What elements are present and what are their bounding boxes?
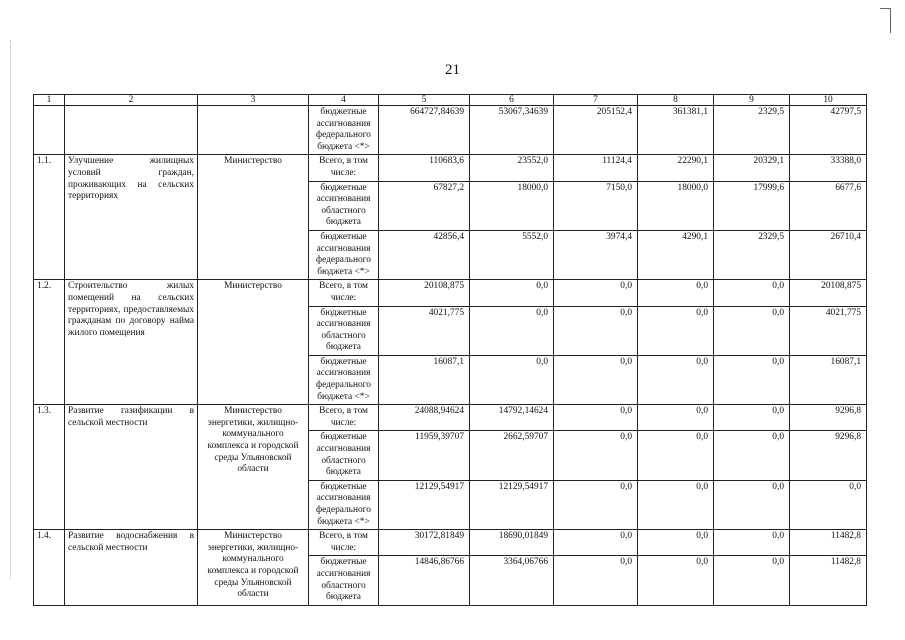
value-cell: 0,0 <box>554 431 638 480</box>
funding-type-cell: Всего, в том числе: <box>309 280 379 306</box>
value-cell: 0,0 <box>554 355 638 404</box>
value-cell: 18000,0 <box>638 181 714 230</box>
column-header: 4 <box>309 95 379 106</box>
value-cell: 0,0 <box>554 556 638 605</box>
value-cell: 664727,84639 <box>379 106 470 155</box>
value-cell: 14846,86766 <box>379 556 470 605</box>
value-cell: 42856,4 <box>379 230 470 279</box>
value-cell: 24088,94624 <box>379 405 470 431</box>
value-cell: 0,0 <box>554 280 638 306</box>
value-cell: 0,0 <box>638 530 714 556</box>
value-cell: 30172,81849 <box>379 530 470 556</box>
value-cell: 14792,14624 <box>470 405 554 431</box>
ministry-cell <box>198 106 309 155</box>
funding-type-cell: бюджетные ассигнования федерального бюджета <*> <box>309 355 379 404</box>
value-cell: 6677,6 <box>790 181 867 230</box>
code-cell: 1.3. <box>34 405 65 530</box>
column-header: 2 <box>65 95 198 106</box>
value-cell: 20108,875 <box>790 280 867 306</box>
value-cell: 0,0 <box>714 306 790 355</box>
value-cell: 4290,1 <box>638 230 714 279</box>
value-cell: 3364,06766 <box>470 556 554 605</box>
value-cell: 0,0 <box>638 556 714 605</box>
value-cell: 16087,1 <box>790 355 867 404</box>
funding-type-cell: Всего, в том числе: <box>309 405 379 431</box>
value-cell: 18000,0 <box>470 181 554 230</box>
ministry-cell: Министерство <box>198 155 309 280</box>
value-cell: 67827,2 <box>379 181 470 230</box>
value-cell: 20329,1 <box>714 155 790 181</box>
funding-type-cell: Всего, в том числе: <box>309 155 379 181</box>
value-cell: 11482,8 <box>790 530 867 556</box>
value-cell: 0,0 <box>638 280 714 306</box>
value-cell: 0,0 <box>554 480 638 529</box>
value-cell: 0,0 <box>714 480 790 529</box>
value-cell: 16087,1 <box>379 355 470 404</box>
budget-table <box>33 94 867 606</box>
value-cell: 3974,4 <box>554 230 638 279</box>
funding-type-cell: бюджетные ассигнования областного бюджета <box>309 431 379 480</box>
table-row <box>34 530 867 556</box>
value-cell: 33388,0 <box>790 155 867 181</box>
value-cell: 205152,4 <box>554 106 638 155</box>
funding-type-cell: бюджетные ассигнования федерального бюджета <*> <box>309 480 379 529</box>
value-cell: 0,0 <box>554 306 638 355</box>
value-cell: 53067,34639 <box>470 106 554 155</box>
value-cell: 0,0 <box>714 556 790 605</box>
value-cell: 0,0 <box>470 306 554 355</box>
name-cell: Строительство жилых помещений на сельских территориях, предоставляемых гражданам по договору найма жилого помещения <box>65 280 198 405</box>
value-cell: 42797,5 <box>790 106 867 155</box>
ministry-cell: Министерство <box>198 280 309 405</box>
value-cell: 2329,5 <box>714 106 790 155</box>
value-cell: 110683,6 <box>379 155 470 181</box>
value-cell: 0,0 <box>714 405 790 431</box>
value-cell: 2329,5 <box>714 230 790 279</box>
name-cell: Развитие водоснабжения в сельской местности <box>65 530 198 606</box>
value-cell: 0,0 <box>714 431 790 480</box>
scan-margin-dots <box>10 40 13 580</box>
value-cell: 4021,775 <box>379 306 470 355</box>
value-cell: 0,0 <box>714 530 790 556</box>
value-cell: 22290,1 <box>638 155 714 181</box>
column-header: 7 <box>554 95 638 106</box>
value-cell: 12129,54917 <box>470 480 554 529</box>
name-cell: Развитие газификации в сельской местности <box>65 405 198 530</box>
value-cell: 17999,6 <box>714 181 790 230</box>
column-header: 3 <box>198 95 309 106</box>
value-cell: 11124,4 <box>554 155 638 181</box>
value-cell: 0,0 <box>554 405 638 431</box>
value-cell: 7150,0 <box>554 181 638 230</box>
value-cell: 9296,8 <box>790 405 867 431</box>
funding-type-cell: Всего, в том числе: <box>309 530 379 556</box>
value-cell: 0,0 <box>554 530 638 556</box>
value-cell: 23552,0 <box>470 155 554 181</box>
column-header: 5 <box>379 95 470 106</box>
value-cell: 9296,8 <box>790 431 867 480</box>
funding-type-cell: бюджетные ассигнования областного бюджета <box>309 556 379 605</box>
table-row <box>34 106 867 155</box>
column-header: 6 <box>470 95 554 106</box>
funding-type-cell: бюджетные ассигнования областного бюджета <box>309 181 379 230</box>
value-cell: 0,0 <box>638 405 714 431</box>
column-header: 8 <box>638 95 714 106</box>
code-cell: 1.2. <box>34 280 65 405</box>
value-cell: 0,0 <box>714 355 790 404</box>
column-header: 9 <box>714 95 790 106</box>
table-body <box>34 95 867 606</box>
value-cell: 12129,54917 <box>379 480 470 529</box>
column-header: 10 <box>790 95 867 106</box>
page-number: 21 <box>445 62 460 78</box>
code-cell: 1.4. <box>34 530 65 606</box>
table-row <box>34 280 867 306</box>
value-cell: 361381,1 <box>638 106 714 155</box>
value-cell: 0,0 <box>470 280 554 306</box>
crop-corner-mark <box>880 8 891 33</box>
table-row <box>34 155 867 181</box>
value-cell: 18690,01849 <box>470 530 554 556</box>
value-cell: 11959,39707 <box>379 431 470 480</box>
ministry-cell: Министерство энергетики, жилищно-коммунального комплекса и городской среды Ульяновской области <box>198 405 309 530</box>
value-cell: 26710,4 <box>790 230 867 279</box>
name-cell: Улучшение жилищных условий граждан, проживающих на сельских территориях <box>65 155 198 280</box>
code-cell <box>34 106 65 155</box>
value-cell: 0,0 <box>638 355 714 404</box>
column-header: 1 <box>34 95 65 106</box>
table-row <box>34 405 867 431</box>
value-cell: 0,0 <box>714 280 790 306</box>
value-cell: 0,0 <box>638 480 714 529</box>
funding-type-cell: бюджетные ассигнования федерального бюджета <*> <box>309 106 379 155</box>
value-cell: 0,0 <box>638 306 714 355</box>
value-cell: 0,0 <box>470 355 554 404</box>
code-cell: 1.1. <box>34 155 65 280</box>
name-cell <box>65 106 198 155</box>
value-cell: 5552,0 <box>470 230 554 279</box>
funding-type-cell: бюджетные ассигнования областного бюджета <box>309 306 379 355</box>
ministry-cell: Министерство энергетики, жилищно-коммунального комплекса и городской среды Ульяновской области <box>198 530 309 606</box>
column-number-row <box>34 95 867 106</box>
value-cell: 4021,775 <box>790 306 867 355</box>
value-cell: 20108,875 <box>379 280 470 306</box>
funding-type-cell: бюджетные ассигнования федерального бюджета <*> <box>309 230 379 279</box>
value-cell: 2662,59707 <box>470 431 554 480</box>
value-cell: 11482,8 <box>790 556 867 605</box>
value-cell: 0,0 <box>790 480 867 529</box>
value-cell: 0,0 <box>638 431 714 480</box>
